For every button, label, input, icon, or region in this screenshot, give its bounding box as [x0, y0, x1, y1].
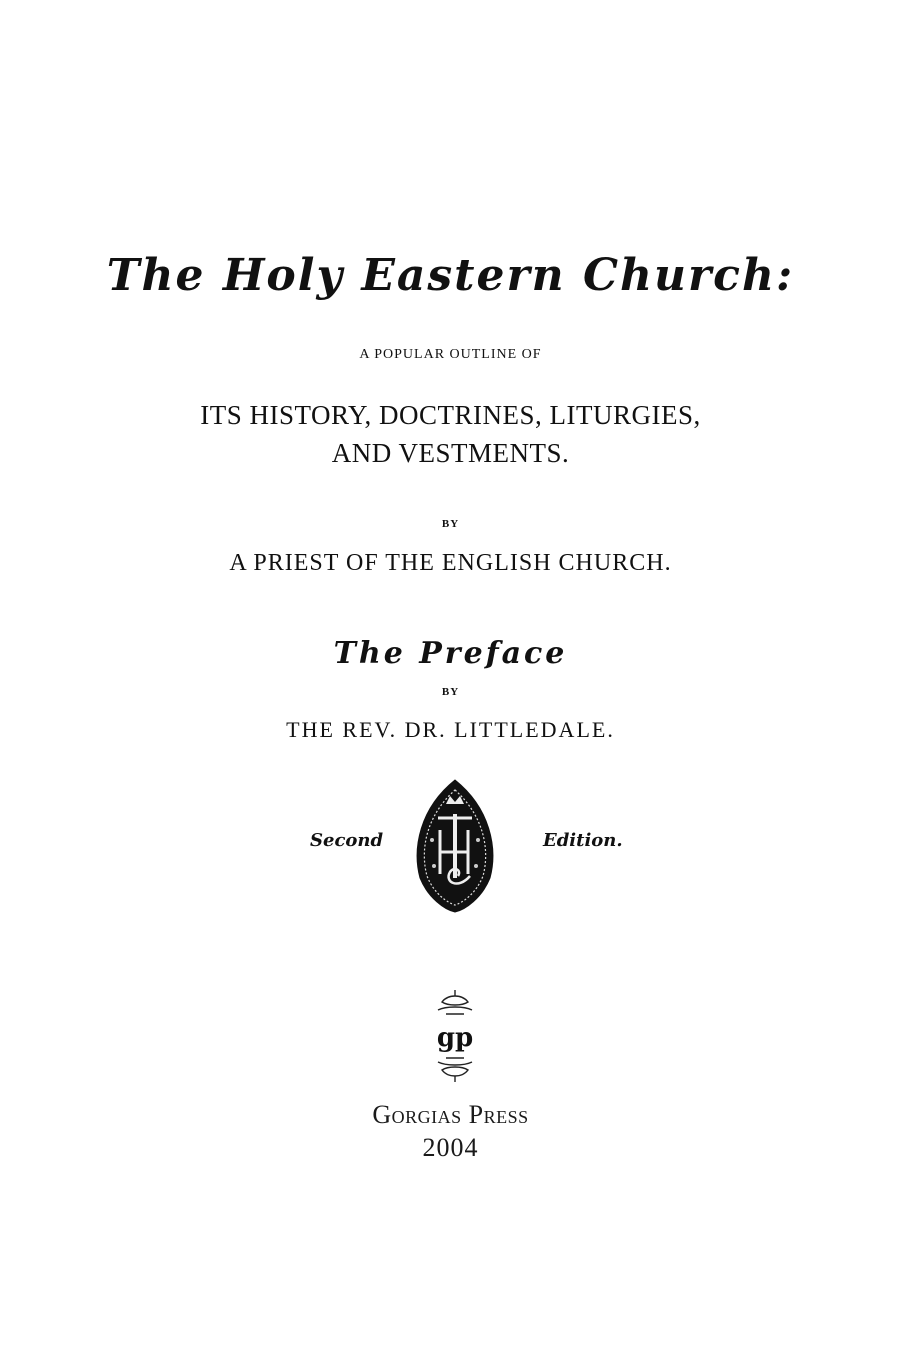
ihs-seal-emblem	[410, 778, 500, 914]
subtitle-intro: A POPULAR OUTLINE OF	[359, 347, 542, 362]
edition-label-left: Second	[310, 830, 384, 851]
publication-year: 2004	[422, 1133, 479, 1162]
subtitle-line-2: AND VESTMENTS.	[331, 438, 570, 468]
preface-author: THE REV. DR. LITTLEDALE.	[286, 717, 615, 742]
subtitle-line-1: ITS HISTORY, DOCTRINES, LITURGIES,	[200, 400, 701, 430]
edition-label-right: Edition.	[543, 830, 623, 851]
by-label: BY	[441, 518, 460, 530]
publisher-logo-ornament	[432, 988, 478, 1084]
by-label-preface: BY	[441, 686, 460, 698]
publisher-name	[0, 1100, 901, 1130]
preface-heading: The Preface	[333, 636, 568, 671]
author-line: A PRIEST OF THE ENGLISH CHURCH.	[229, 550, 672, 576]
publisher-name-text: Gorgias Press	[372, 1100, 529, 1129]
book-title: The Holy Eastern Church:	[106, 250, 795, 301]
svg-text:gp: gp	[436, 1023, 474, 1053]
